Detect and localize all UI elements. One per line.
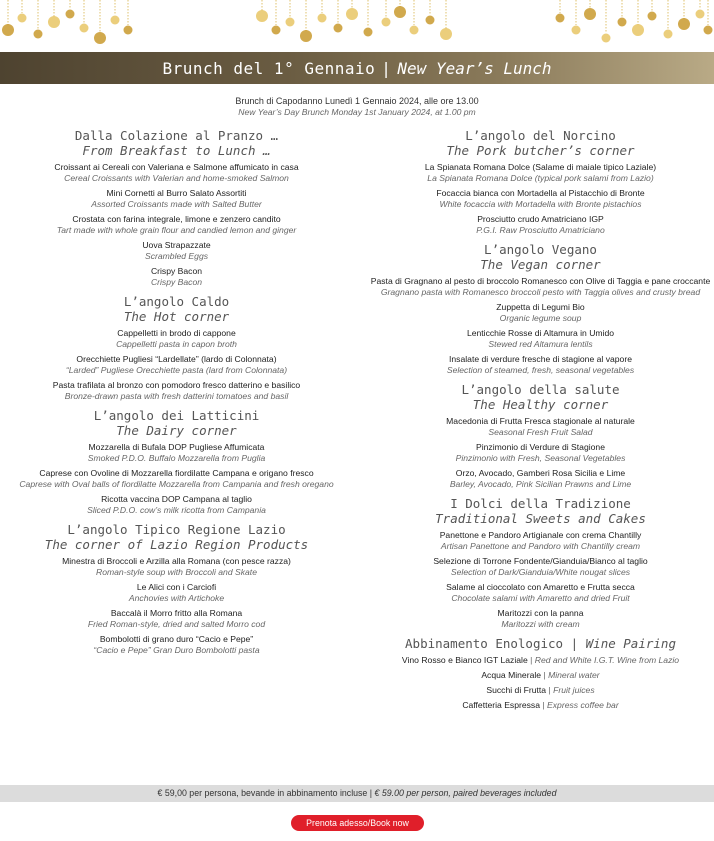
- dish-name-english: P.G.I. Raw Prosciutto Amatriciano: [476, 225, 605, 235]
- section-title-italian: L’angolo della salute: [461, 382, 620, 397]
- dish-name-italian: Le Alici con i Carciofi: [136, 582, 217, 592]
- ornament-ball: [632, 24, 644, 36]
- dish-name-italian: Orzo, Avocado, Gamberi Rosa Sicilia e Lime: [455, 468, 626, 478]
- dish-name-italian: Cappelletti in brodo di cappone: [117, 328, 236, 338]
- dish-name-english: Gragnano pasta with Romanesco broccoli pesto with Taggia olives and crusty bread: [380, 287, 701, 297]
- wine-title-italian: Abbinamento Enologico: [405, 636, 564, 651]
- ornament-ball: [2, 24, 14, 36]
- ornament-ball: [364, 28, 373, 37]
- menu-section: [368, 128, 713, 236]
- menu-left-column: [4, 128, 349, 662]
- menu-section: [4, 294, 349, 402]
- dish-name-italian: Focaccia bianca con Mortadella al Pistacchio di Bronte: [436, 188, 645, 198]
- dish-name-english: Tart made with whole grain flour and candied lemon and ginger: [56, 225, 297, 235]
- dish-name-italian: Crostata con farina integrale, limone e zenzero candito: [72, 214, 281, 224]
- ornament-ball: [318, 14, 327, 23]
- ornament-ball: [704, 26, 713, 35]
- dish-name-italian: Bombolotti di grano duro “Cacio e Pepe”: [99, 634, 254, 644]
- menu-right-column: [368, 128, 713, 717]
- dish-name-italian: Salame al cioccolato con Amaretto e Frutta secca: [446, 582, 635, 592]
- dish-name-english: “Cacio e Pepe” Gran Duro Bombolotti pasta: [93, 645, 260, 655]
- wine-item-separator: |: [548, 685, 551, 695]
- section-title-italian: L’angolo Tipico Regione Lazio: [67, 522, 286, 537]
- dish-name-italian: Selezione di Torrone Fondente/Gianduia/Bianco al taglio: [433, 556, 648, 566]
- dish-name-english: Anchovies with Artichoke: [128, 593, 225, 603]
- dish-name-italian: Zuppetta di Legumi Bio: [496, 302, 585, 312]
- section-title-english: From Breakfast to Lunch …: [82, 143, 271, 158]
- section-title-english: Traditional Sweets and Cakes: [435, 511, 646, 526]
- wine-item-english: Red and White I.G.T. Wine from Lazio: [534, 655, 680, 665]
- menu-section: [368, 382, 713, 490]
- menu-section-wine: [368, 636, 713, 711]
- ornament-ball: [696, 10, 705, 19]
- title-italian: Brunch del 1° Gennaio: [162, 58, 376, 78]
- ornament-ball: [66, 10, 75, 19]
- section-title-english: The Dairy corner: [116, 423, 237, 438]
- ornament-ball: [300, 30, 312, 42]
- section-title-english: The Hot corner: [123, 309, 230, 324]
- section-title-italian: L’angolo Vegano: [484, 242, 597, 257]
- dish-name-italian: Maritozzi con la panna: [497, 608, 584, 618]
- wine-item: [368, 700, 713, 711]
- dish-name-english: Fried Roman-style, dried and salted Morro cod: [87, 619, 266, 629]
- dish-name-italian: Uova Strapazzate: [142, 240, 211, 250]
- ornament-ball: [572, 26, 581, 35]
- ornament-ball: [94, 32, 106, 44]
- wine-item-english: Mineral water: [548, 670, 600, 680]
- ornament-ball: [664, 30, 673, 39]
- ornament-ball: [440, 28, 452, 40]
- dish-name-italian: Prosciutto crudo Amatriciano IGP: [477, 214, 604, 224]
- menu-section: [4, 128, 349, 288]
- section-title-english: The Pork butcher’s corner: [446, 143, 635, 158]
- dish-name-italian: Caprese con Ovoline di Mozzarella fiordilatte Campana e origano fresco: [39, 468, 314, 478]
- wine-title-english: Wine Pairing: [585, 636, 676, 651]
- dish-name-english: Organic legume soup: [499, 313, 582, 323]
- ornament-ball: [584, 8, 596, 20]
- wine-item-separator: |: [543, 670, 546, 680]
- dish-name-italian: Lenticchie Rosse di Altamura in Umido: [466, 328, 615, 338]
- wine-item-italian: Caffetteria Espressa: [462, 700, 541, 710]
- wine-item: [368, 685, 713, 696]
- price-english: € 59.00 per person, paired beverages included: [374, 788, 557, 798]
- title-banner: [0, 52, 714, 84]
- dish-name-italian: Baccalà il Morro fritto alla Romana: [110, 608, 243, 618]
- ornament-ball: [426, 16, 435, 25]
- dish-name-english: Sliced P.D.O. cow’s milk ricotta from Campania: [87, 505, 266, 515]
- dish-name-english: Chocolate salami with Amaretto and dried Fruit: [451, 593, 630, 603]
- book-now-button[interactable]: Prenota adesso/Book now: [291, 815, 424, 831]
- section-title-english: The corner of Lazio Region Products: [44, 537, 309, 552]
- ornament-ball: [648, 12, 657, 21]
- dish-name-english: “Larded” Pugliese Orecchiette pasta (lard from Colonnata): [65, 365, 288, 375]
- dish-name-english: Bronze-drawn pasta with fresh datterini tomatoes and basil: [64, 391, 289, 401]
- intro-italian: Brunch di Capodanno Lunedì 1 Gennaio 2024, alle ore 13.00: [235, 96, 479, 106]
- dish-name-italian: Insalate di verdure fresche di stagione al vapore: [449, 354, 632, 364]
- ornament-ball: [394, 6, 406, 18]
- dish-name-italian: Ricotta vaccina DOP Campana al taglio: [101, 494, 252, 504]
- price-bar: [0, 785, 714, 802]
- section-title-english: The Vegan corner: [480, 257, 601, 272]
- ornament-ball: [602, 34, 611, 43]
- dish-name-italian: Croissant ai Cereali con Valeriana e Salmone affumicato in casa: [54, 162, 299, 172]
- dish-name-english: Selection of Dark/Gianduia/White nougat slices: [450, 567, 631, 577]
- ornament-ball: [48, 16, 60, 28]
- section-title-italian: Dalla Colazione al Pranzo …: [74, 128, 279, 143]
- wine-item-english: Express coffee bar: [547, 700, 619, 710]
- dish-name-italian: Panettone e Pandoro Artigianale con crema Chantilly: [439, 530, 642, 540]
- ornament-ball: [382, 18, 391, 27]
- wine-item: [368, 655, 713, 666]
- dish-name-english: La Spianata Romana Dolce (typical pork salami from Lazio): [427, 173, 654, 183]
- dish-name-italian: Orecchiette Pugliesi “Lardellate” (lardo di Colonnata): [76, 354, 277, 364]
- ornament-ball: [556, 14, 565, 23]
- menu-section: [4, 522, 349, 656]
- dish-name-english: Stewed red Altamura lentils: [488, 339, 593, 349]
- wine-item-italian: Acqua Minerale: [481, 670, 542, 680]
- ornament-ball: [272, 26, 281, 35]
- ornament-ball: [334, 24, 343, 33]
- dish-name-italian: Pasta trafilata al bronzo con pomodoro fresco datterino e basilico: [52, 380, 301, 390]
- section-title-italian: L’angolo del Norcino: [465, 128, 616, 143]
- dish-name-english: Roman-style soup with Broccoli and Skate: [96, 567, 257, 577]
- christmas-ornaments-decoration: [0, 0, 714, 48]
- dish-name-english: Maritozzi with cream: [501, 619, 580, 629]
- section-title-italian: L’angolo Caldo: [123, 294, 230, 309]
- dish-name-italian: La Spianata Romana Dolce (Salame di maiale tipico Laziale): [424, 162, 657, 172]
- dish-name-english: Artisan Panettone and Pandoro with Chantilly cream: [440, 541, 641, 551]
- ornament-ball: [410, 26, 419, 35]
- wine-item-separator: |: [530, 655, 533, 665]
- ornament-ball: [18, 14, 27, 23]
- dish-name-english: Caprese with Oval balls of fiordilatte Mozzarella from Campania and fresh oregano: [19, 479, 334, 489]
- ornament-ball: [678, 18, 690, 30]
- wine-item-italian: Vino Rosso e Bianco IGT Laziale: [401, 655, 528, 665]
- dish-name-italian: Minestra di Broccoli e Arzilla alla Romana (con pesce razza): [62, 556, 291, 566]
- menu-section: [368, 496, 713, 630]
- wine-title: [368, 636, 713, 651]
- dish-name-italian: Pasta di Gragnano al pesto di broccolo Romanesco con Olive di Taggia e pane croccante: [370, 276, 711, 286]
- menu-section: [4, 408, 349, 516]
- section-title-italian: I Dolci della Tradizione: [450, 496, 631, 511]
- dish-name-english: Barley, Avocado, Pink Sicilian Prawns and Lime: [449, 479, 632, 489]
- ornament-ball: [124, 26, 133, 35]
- dish-name-english: Pinzimonio with Fresh, Seasonal Vegetables: [455, 453, 626, 463]
- title-english: New Year’s Lunch: [397, 58, 552, 78]
- dish-name-english: Smoked P.D.O. Buffalo Mozzarella from Puglia: [87, 453, 266, 463]
- dish-name-italian: Mozzarella di Bufala DOP Pugliese Affumicata: [88, 442, 265, 452]
- intro: [0, 95, 714, 118]
- ornament-ball: [256, 10, 268, 22]
- dish-name-english: Scrambled Eggs: [144, 251, 209, 261]
- ornament-ball: [111, 16, 120, 25]
- wine-title-separator: |: [570, 636, 579, 651]
- section-title-english: The Healthy corner: [472, 397, 609, 412]
- ornament-ball: [80, 24, 89, 33]
- wine-item-italian: Succhi di Frutta: [486, 685, 547, 695]
- price-separator: |: [369, 788, 373, 798]
- intro-english: New Year’s Day Brunch Monday 1st January 2024, at 1.00 pm: [238, 107, 476, 117]
- ornament-ball: [346, 8, 358, 20]
- dish-name-italian: Macedonia di Frutta Fresca stagionale al naturale: [446, 416, 635, 426]
- title-separator: |: [381, 58, 392, 78]
- wine-item-english: Fruit juices: [553, 685, 595, 695]
- wine-item-separator: |: [542, 700, 545, 710]
- dish-name-english: Selection of steamed, fresh, seasonal vegetables: [446, 365, 635, 375]
- dish-name-english: Cappelletti pasta in capon broth: [116, 339, 237, 349]
- dish-name-italian: Crispy Bacon: [150, 266, 203, 276]
- ornament-ball: [618, 18, 627, 27]
- dish-name-english: Crispy Bacon: [150, 277, 203, 287]
- dish-name-english: Assorted Croissants made with Salted Butter: [91, 199, 262, 209]
- menu-section: [368, 242, 713, 376]
- wine-item: [368, 670, 713, 681]
- dish-name-english: White focaccia with Mortadella with Bronte pistachios: [439, 199, 642, 209]
- ornament-ball: [286, 18, 295, 27]
- price-italian: € 59,00 per persona, bevande in abbinamento incluse: [157, 788, 368, 798]
- dish-name-italian: Pinzimonio di Verdure di Stagione: [476, 442, 605, 452]
- ornament-ball: [34, 30, 43, 39]
- dish-name-english: Seasonal Fresh Fruit Salad: [488, 427, 593, 437]
- dish-name-italian: Mini Cornetti al Burro Salato Assortiti: [106, 188, 247, 198]
- dish-name-english: Cereal Croissants with Valerian and home-smoked Salmon: [64, 173, 289, 183]
- section-title-italian: L’angolo dei Latticini: [93, 408, 260, 423]
